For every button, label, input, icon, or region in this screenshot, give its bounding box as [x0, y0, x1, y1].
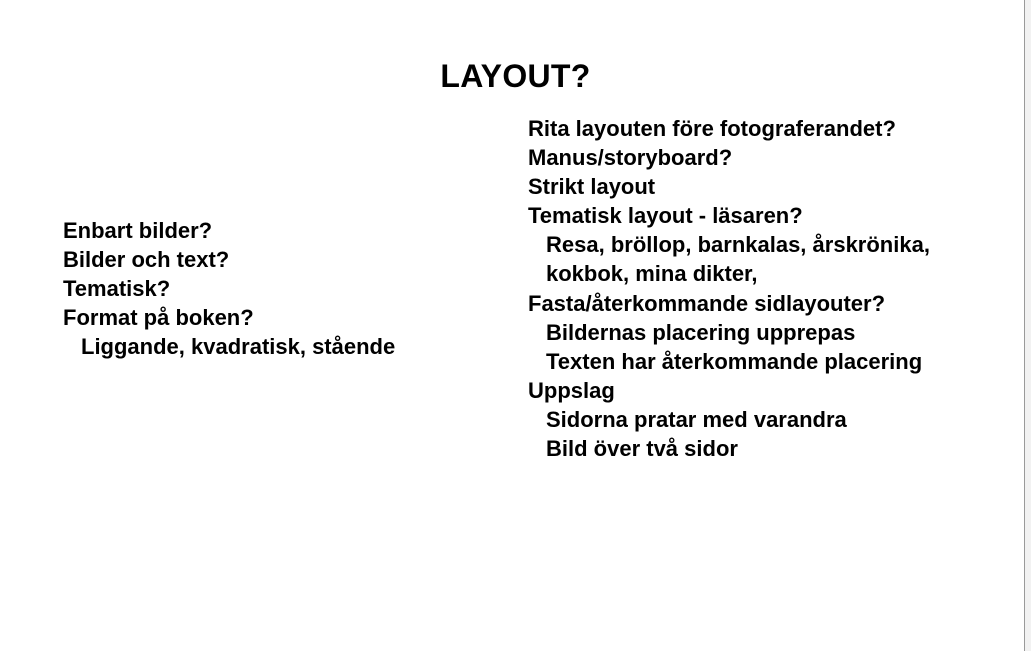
list-item: Strikt layout: [528, 174, 656, 200]
list-item: Tematisk?: [63, 276, 171, 302]
window-gutter: [1025, 0, 1031, 651]
list-item: Bilder och text?: [63, 247, 230, 273]
list-subitem: Bild över två sidor: [546, 436, 738, 462]
list-subitem: Liggande, kvadratisk, stående: [81, 334, 396, 360]
list-subitem: Sidorna pratar med varandra: [546, 406, 847, 432]
list-item: Uppslag: [528, 377, 615, 403]
slide-title: LAYOUT?: [440, 58, 591, 94]
list-subitem: Bildernas placering upprepas: [546, 319, 856, 345]
list-item: Fasta/återkommande sidlayouter?: [528, 290, 886, 316]
list-item: Manus/storyboard?: [528, 145, 733, 171]
right-bullet-list: [528, 114, 930, 463]
list-item: Format på boken?: [63, 305, 254, 331]
list-item: Enbart bilder?: [63, 218, 213, 243]
list-subitem: Texten har återkommande placering: [546, 348, 923, 374]
left-bullet-list: [63, 216, 395, 361]
list-item: Rita layouten före fotograferandet?: [528, 116, 896, 141]
list-subitem: kokbok, mina dikter,: [546, 261, 758, 287]
list-subitem: Resa, bröllop, barnkalas, årskrönika,: [546, 232, 930, 258]
list-item: Tematisk layout - läsaren?: [528, 203, 803, 229]
